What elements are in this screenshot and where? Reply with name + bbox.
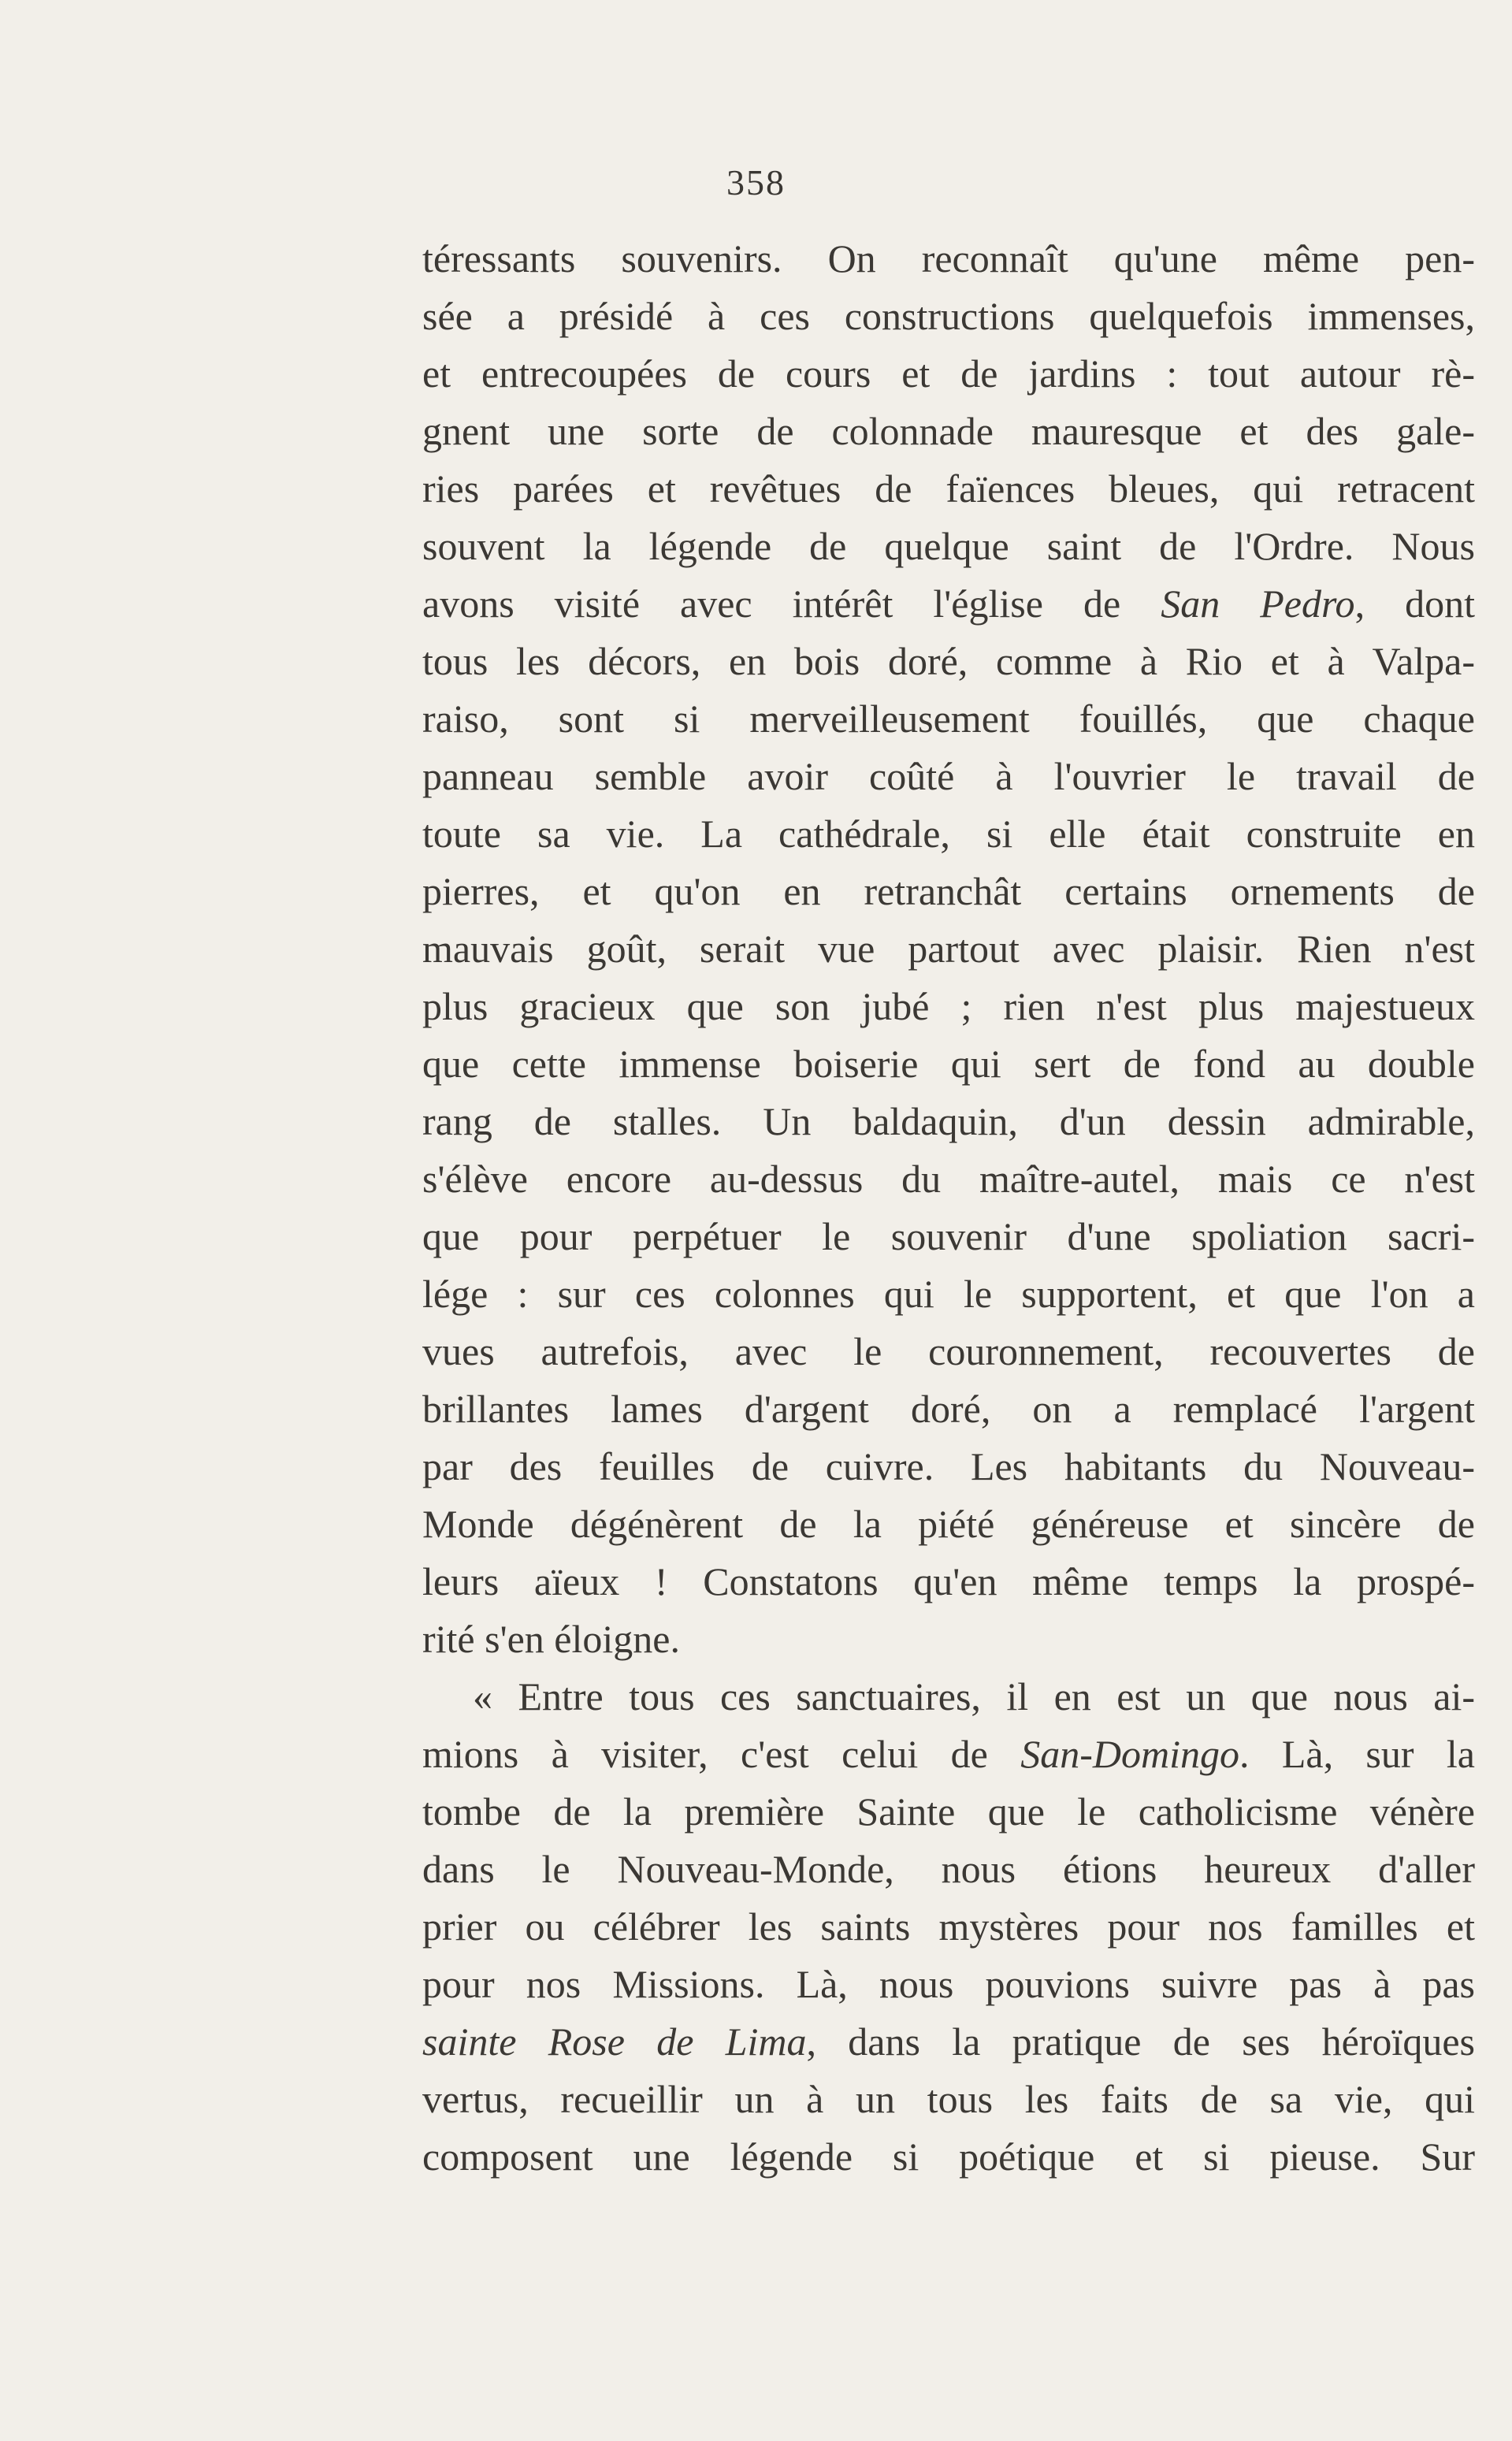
text-line (422, 2013, 1475, 2071)
text-line (422, 1093, 1475, 1150)
text-line (422, 690, 1475, 748)
text-line (422, 920, 1475, 978)
italic-text: San Pedro (1161, 581, 1355, 626)
text-segment: par des feuilles de cuivre. Les habitants du Nouveau- (422, 1444, 1475, 1488)
text-segment: que cette immense boiserie qui sert de fond au double (422, 1042, 1475, 1086)
text-segment: pierres, et qu'on en retranchât certains ornements de (422, 869, 1475, 913)
text-segment: que pour perpétuer le souvenir d'une spoliation sacri- (422, 1214, 1475, 1258)
text-segment: . Là, sur la (1239, 1732, 1475, 1776)
text-line (422, 1668, 1475, 1726)
text-line (422, 2071, 1475, 2128)
text-segment: avons visité avec intérêt l'église de (422, 581, 1161, 626)
text-segment: toute sa vie. La cathédrale, si elle était construite en (422, 812, 1475, 856)
text-segment: brillantes lames d'argent doré, on a remplacé l'argent (422, 1387, 1475, 1431)
text-segment: rité s'en éloigne. (422, 1617, 680, 1661)
text-line (422, 2128, 1475, 2186)
text-segment: sée a présidé à ces constructions quelquefois immenses, (422, 294, 1475, 338)
text-line (422, 863, 1475, 920)
text-line (422, 1841, 1475, 1898)
text-segment: composent une légende si poétique et si pieuse. Sur (422, 2134, 1475, 2179)
text-line (422, 1495, 1475, 1553)
text-line (422, 575, 1475, 633)
text-line (422, 748, 1475, 805)
text-line (422, 1726, 1475, 1783)
text-segment: vertus, recueillir un à un tous les faits de sa vie, qui (422, 2077, 1475, 2121)
text-line (422, 1553, 1475, 1611)
text-line (422, 1956, 1475, 2013)
text-line (422, 345, 1475, 403)
text-segment: mauvais goût, serait vue partout avec plaisir. Rien n'est (422, 927, 1475, 971)
text-segment: souvent la légende de quelque saint de l'Ordre. Nous (422, 524, 1475, 568)
text-line (422, 1323, 1475, 1380)
text-line (422, 1380, 1475, 1438)
text-segment: et entrecoupées de cours et de jardins : tout autour rè- (422, 351, 1475, 396)
text-line (422, 230, 1475, 288)
text-segment: gnent une sorte de colonnade mauresque et des gale- (422, 409, 1475, 453)
text-line (422, 288, 1475, 345)
text-segment: lége : sur ces colonnes qui le supportent, et que l'on a (422, 1272, 1475, 1316)
italic-text: sainte Rose de Lima (422, 2019, 807, 2064)
text-segment: ries parées et revêtues de faïences bleues, qui retracent (422, 466, 1475, 511)
text-line (422, 633, 1475, 690)
text-segment: , dans la pratique de ses héroïques (806, 2019, 1475, 2064)
text-segment: tombe de la première Sainte que le catholicisme vénère (422, 1789, 1475, 1834)
text-line (422, 1611, 1475, 1668)
text-segment: vues autrefois, avec le couronnement, recouvertes de (422, 1329, 1475, 1373)
text-segment: dans le Nouveau-Monde, nous étions heureux d'aller (422, 1847, 1475, 1891)
text-line (422, 403, 1475, 460)
text-segment: panneau semble avoir coûté à l'ouvrier le travail de (422, 754, 1475, 798)
text-line (422, 1438, 1475, 1495)
text-segment: rang de stalles. Un baldaquin, d'un dessin admirable, (422, 1099, 1475, 1143)
text-segment: tous les décors, en bois doré, comme à Rio et à Valpa- (422, 639, 1475, 683)
text-segment: pour nos Missions. Là, nous pouvions suivre pas à pas (422, 1962, 1475, 2006)
text-line (422, 1783, 1475, 1841)
text-segment: Monde dégénèrent de la piété généreuse et sincère de (422, 1502, 1475, 1546)
page-number: 358 (726, 162, 786, 202)
text-line (422, 1208, 1475, 1265)
text-segment: plus gracieux que son jubé ; rien n'est plus majestueux (422, 984, 1475, 1028)
text-line (422, 460, 1475, 518)
text-line (422, 805, 1475, 863)
text-line (422, 1265, 1475, 1323)
text-segment: mions à visiter, c'est celui de (422, 1732, 1021, 1776)
text-line (422, 1035, 1475, 1093)
text-segment: leurs aïeux ! Constatons qu'en même temps la prospé- (422, 1559, 1475, 1603)
body-text (422, 230, 1475, 2186)
text-segment: téressants souvenirs. On reconnaît qu'une même pen- (422, 236, 1475, 281)
text-segment: , dont (1354, 581, 1475, 626)
text-segment: s'élève encore au-dessus du maître-autel, mais ce n'est (422, 1157, 1475, 1201)
text-line (422, 978, 1475, 1035)
text-segment: prier ou célébrer les saints mystères pour nos familles et (422, 1904, 1475, 1949)
text-line (422, 1150, 1475, 1208)
text-line (422, 1898, 1475, 1956)
text-segment: raiso, sont si merveilleusement fouillés, que chaque (422, 697, 1475, 741)
text-segment: « Entre tous ces sanctuaires, il en est un que nous ai- (473, 1674, 1475, 1718)
text-line (422, 518, 1475, 575)
italic-text: San-Domingo (1020, 1732, 1239, 1776)
